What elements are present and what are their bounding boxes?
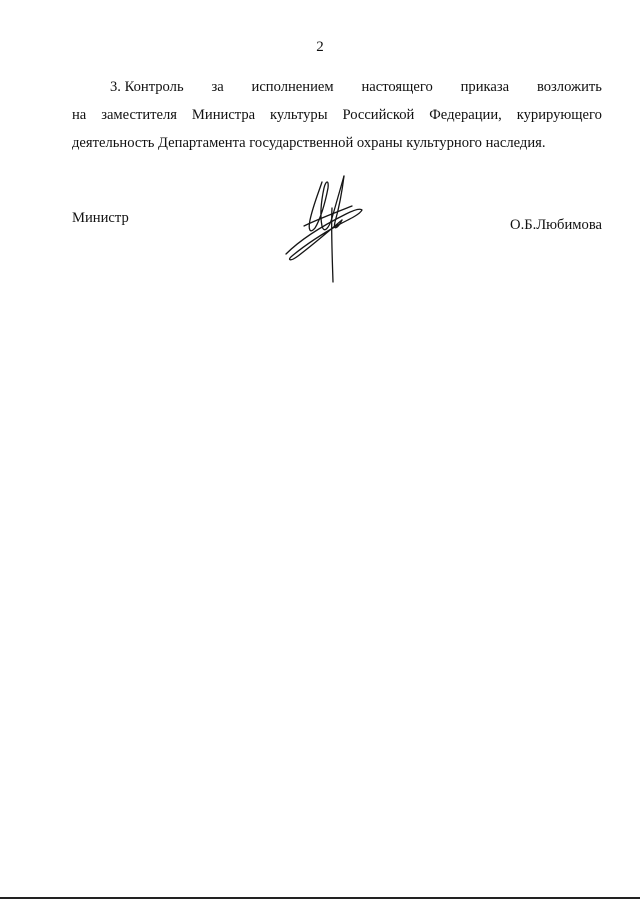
paragraph-line-3: деятельность Департамента государственной охраны культурного наследия. <box>72 135 546 151</box>
handwritten-signature <box>282 168 366 286</box>
page-number: 2 <box>316 39 324 55</box>
signatory-name: О.Б.Любимова <box>510 217 602 233</box>
paragraph-word: настоящего <box>361 79 433 95</box>
paragraph-line-1 <box>72 73 602 101</box>
paragraph-line-2 <box>72 101 602 129</box>
paragraph-word: Министра <box>191 107 256 123</box>
paragraph-word: 3. Контроль <box>110 79 184 95</box>
paragraph-word: заместителя <box>101 107 178 123</box>
paragraph-word: курирующего <box>516 107 602 123</box>
signatory-title: Министр <box>72 210 129 226</box>
paragraph-word: культуры <box>270 107 328 123</box>
paragraph-word: исполнением <box>251 79 334 95</box>
paragraph-word: Федерации, <box>429 107 502 123</box>
paragraph-word: приказа <box>460 79 510 95</box>
paragraph-word: возложить <box>536 79 602 95</box>
paragraph-word: за <box>211 79 224 95</box>
paragraph-word: Российской <box>342 107 415 123</box>
paragraph-word: на <box>72 107 87 123</box>
order-paragraph <box>72 73 602 157</box>
